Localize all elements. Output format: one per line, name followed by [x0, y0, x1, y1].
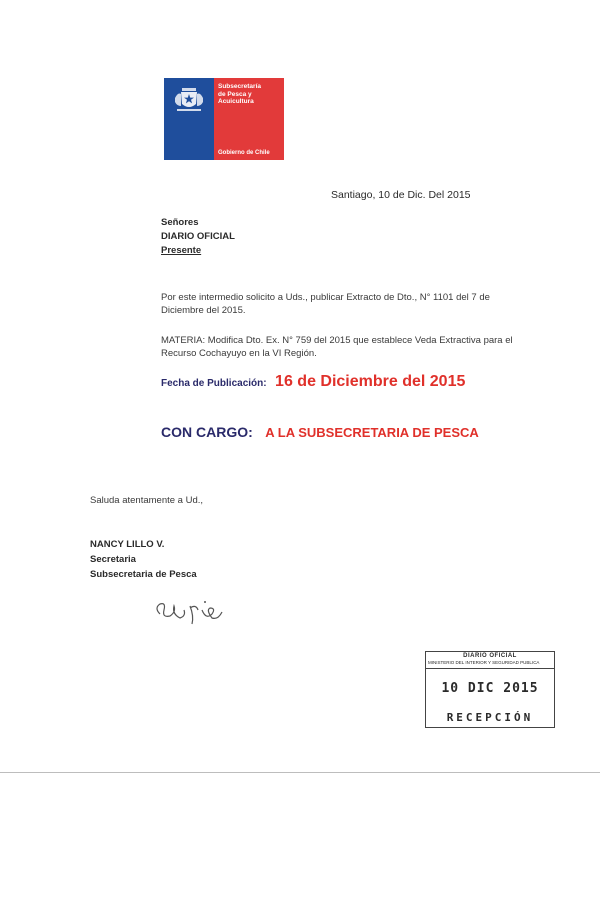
- handwritten-initials-icon: [150, 596, 240, 630]
- logo-org-line: Subsecretaría: [218, 83, 261, 90]
- reception-stamp: [425, 651, 555, 728]
- logo-organization-name: [218, 83, 282, 106]
- signer-office: Subsecretaria de Pesca: [90, 569, 197, 580]
- materia-paragraph: MATERIA: Modifica Dto. Ex. N° 759 del 2015 que establece Veda Extractiva para el Recurso Cochayuyo en la VI Región.: [161, 335, 513, 359]
- logo-gobierno-text: Gobierno de Chile: [218, 150, 270, 156]
- request-paragraph: Por este intermedio solicito a Uds., publicar Extracto de Dto., N° 1101 del 7 de Diciembre del 2015.: [161, 292, 490, 316]
- logo-org-line: Acuicultura: [218, 98, 254, 105]
- publication-date-label: Fecha de Publicación:: [161, 378, 267, 389]
- publication-date-value: 16 de Diciembre del 2015: [275, 373, 466, 390]
- letter-date: Santiago, 10 de Dic. Del 2015: [331, 189, 471, 201]
- stamp-divider: [426, 668, 554, 669]
- stamp-date: 10 DIC 2015: [441, 681, 539, 696]
- chile-coat-of-arms-icon: [172, 84, 206, 114]
- recipient-presente: Presente: [161, 245, 202, 256]
- subpesca-logo: [164, 78, 284, 160]
- signer-name: NANCY LILLO V.: [90, 539, 165, 550]
- stamp-title: DIARIO OFICIAL: [463, 653, 517, 659]
- publication-date-line: [161, 373, 465, 391]
- signer-block: [90, 537, 197, 582]
- cargo-label: CON CARGO:: [161, 424, 253, 440]
- page-bottom-divider: [0, 772, 600, 773]
- stamp-subtitle: MINISTERIO DEL INTERIOR Y SEGURIDAD PUBLICA: [428, 660, 540, 665]
- logo-org-line: de Pesca y: [218, 90, 252, 98]
- recipient-name: DIARIO OFICIAL: [161, 231, 235, 242]
- recipient-salutation: Señores: [161, 217, 199, 228]
- closing-text: Saluda atentamente a Ud.,: [90, 495, 204, 506]
- cargo-line: [161, 424, 479, 442]
- cargo-value: A LA SUBSECRETARIA DE PESCA: [265, 425, 479, 440]
- recipient-block: [161, 216, 235, 258]
- signer-role: Secretaria: [90, 554, 136, 565]
- stamp-reception: RECEPCIÓN: [446, 711, 534, 724]
